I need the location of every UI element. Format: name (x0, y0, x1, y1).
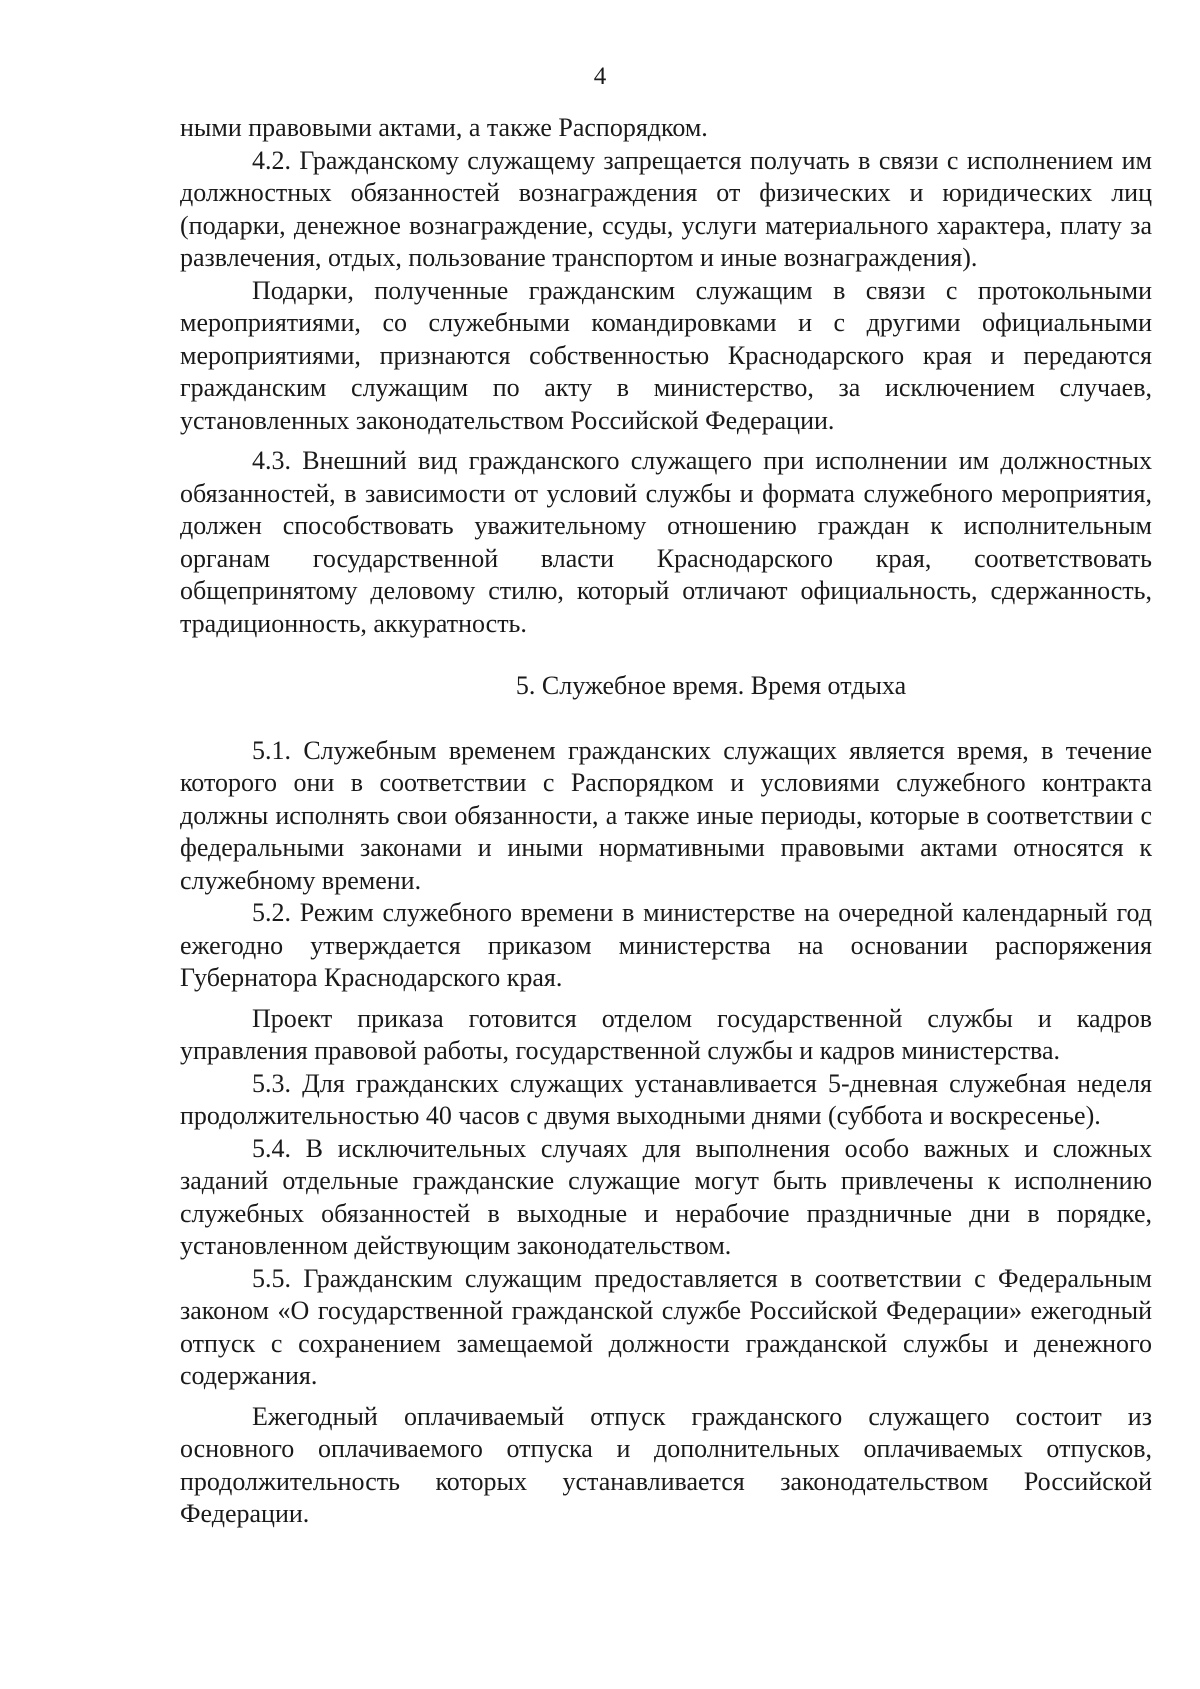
page-number: 4 (593, 63, 607, 90)
document-body (180, 112, 1152, 1531)
paragraph-gifts: Подарки, полученные гражданским служащим в связи с протокольными мероприятиями, со служебными командировками и с другими официальными мероприятиями, признаются собственностью Краснодарского края и передаются гражданским служащим по акту в министерство, за исключением случаев, установленных законодательством Российской Федерации. (180, 275, 1152, 435)
paragraph-4-2: 4.2. Гражданскому служащему запрещается получать в связи с исполнением им должностных обязанностей вознаграждения от физических и юридических лиц (подарки, денежное вознаграждение, ссуды, услуги материального характера, плату за развлечения, отдых, пользование транспортом и иные вознаграждения). (180, 145, 1152, 272)
section-heading: 5. Служебное время. Время отдыха (515, 671, 907, 700)
paragraph-5-5: 5.5. Гражданским служащим предоставляется в соответствии с Федеральным законом «О государственной гражданской службе Российской Федерации» ежегодный отпуск с сохранением замещаемой должности гражданской службы и денежного содержания. (180, 1263, 1152, 1390)
paragraph-5-1: 5.1. Служебным временем гражданских служащих является время, в течение которого они в соответствии с Распорядком и условиями служебного контракта должны исполнять свои обязанности, а также иные периоды, которые в соответствии с федеральными законами и иными нормативными правовыми актами относятся к служебному времени. (180, 735, 1152, 895)
paragraph-4-3: 4.3. Внешний вид гражданского служащего при исполнении им должностных обязанностей, в зависимости от условий службы и формата служебного мероприятия, должен способствовать уважительному отношению граждан к исполнительным органам государственной власти Краснодарского края, соответствовать общепринятому деловому стилю, который отличают официальность, сдержанность, традиционность, аккуратность. (180, 446, 1152, 638)
paragraph-5-3: 5.3. Для гражданских служащих устанавливается 5-дневная служебная неделя продолжительностью 40 часов с двумя выходными днями (суббота и воскресенье). (180, 1068, 1152, 1130)
paragraph-5-4: 5.4. В исключительных случаях для выполнения особо важных и сложных заданий отдельные гражданские служащие могут быть привлечены к исполнению служебных обязанностей в выходные и нерабочие праздничные дни в порядке, установленном действующим законодательством. (180, 1133, 1152, 1260)
paragraph-continuation: ными правовыми актами, а также Распорядком. (180, 113, 708, 142)
paragraph-annual-leave: Ежегодный оплачиваемый отпуск гражданского служащего состоит из основного оплачиваемого отпуска и дополнительных оплачиваемых отпусков, продолжительность которых устанавливается законодательством Российской Федерации. (180, 1401, 1152, 1528)
paragraph-order-draft: Проект приказа готовится отделом государственной службы и кадров управления правовой работы, государственной службы и кадров министерства. (180, 1003, 1152, 1065)
paragraph-5-2: 5.2. Режим служебного времени в министерстве на очередной календарный год ежегодно утверждается приказом министерства на основании распоряжения Губернатора Краснодарского края. (180, 898, 1152, 992)
